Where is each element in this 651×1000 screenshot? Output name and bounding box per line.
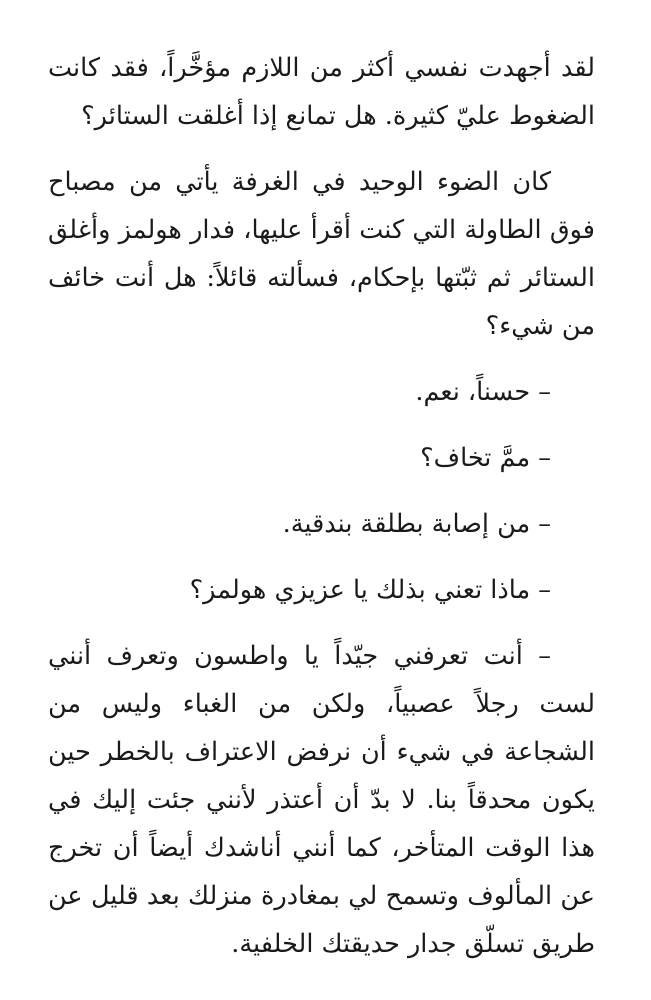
dialogue-line-2: – ممَّ تخاف؟ [420,443,551,473]
dialogue-line-3: – من إصابة بطلقة بندقية. [282,509,551,539]
paragraph-1: لقد أجهدت نفسي أكثر من اللازم مؤخَّراً، فقد كانت الضغوط عليّ كثيرة. هل تمانع إذا أغلقت الستائر؟ [48,53,595,131]
paragraph-3: – أنت تعرفني جيّداً يا واطسون وتعرف أنني لست رجلاً عصبياً، ولكن من الغباء وليس من الشجاعة في شيء أن نرفض الاعتراف بالخطر حين يكون محدقاً بنا. لا بدّ أن أعتذر لأنني جئت إليك في هذا الوقت المتأخر، كما أنني أناشدك أيضاً أن تخرج عن المألوف وتسمح لي بمغادرة منزلك بعد قليل عن طريق تسلّق جدار حديقتك الخلفية. [48,641,595,959]
paragraph-2: كان الضوء الوحيد في الغرفة يأتي من مصباح فوق الطاولة التي كنت أقرأ عليها، فدار هولمز وأغلق الستائر ثم ثبّتها بإحكام، فسألته قائلاً: هل أنت خائف من شيء؟ [48,167,595,341]
dialogue-line-4: – ماذا تعني بذلك يا عزيزي هولمز؟ [189,575,551,605]
dialogue-line-1: – حسناً، نعم. [415,377,551,407]
